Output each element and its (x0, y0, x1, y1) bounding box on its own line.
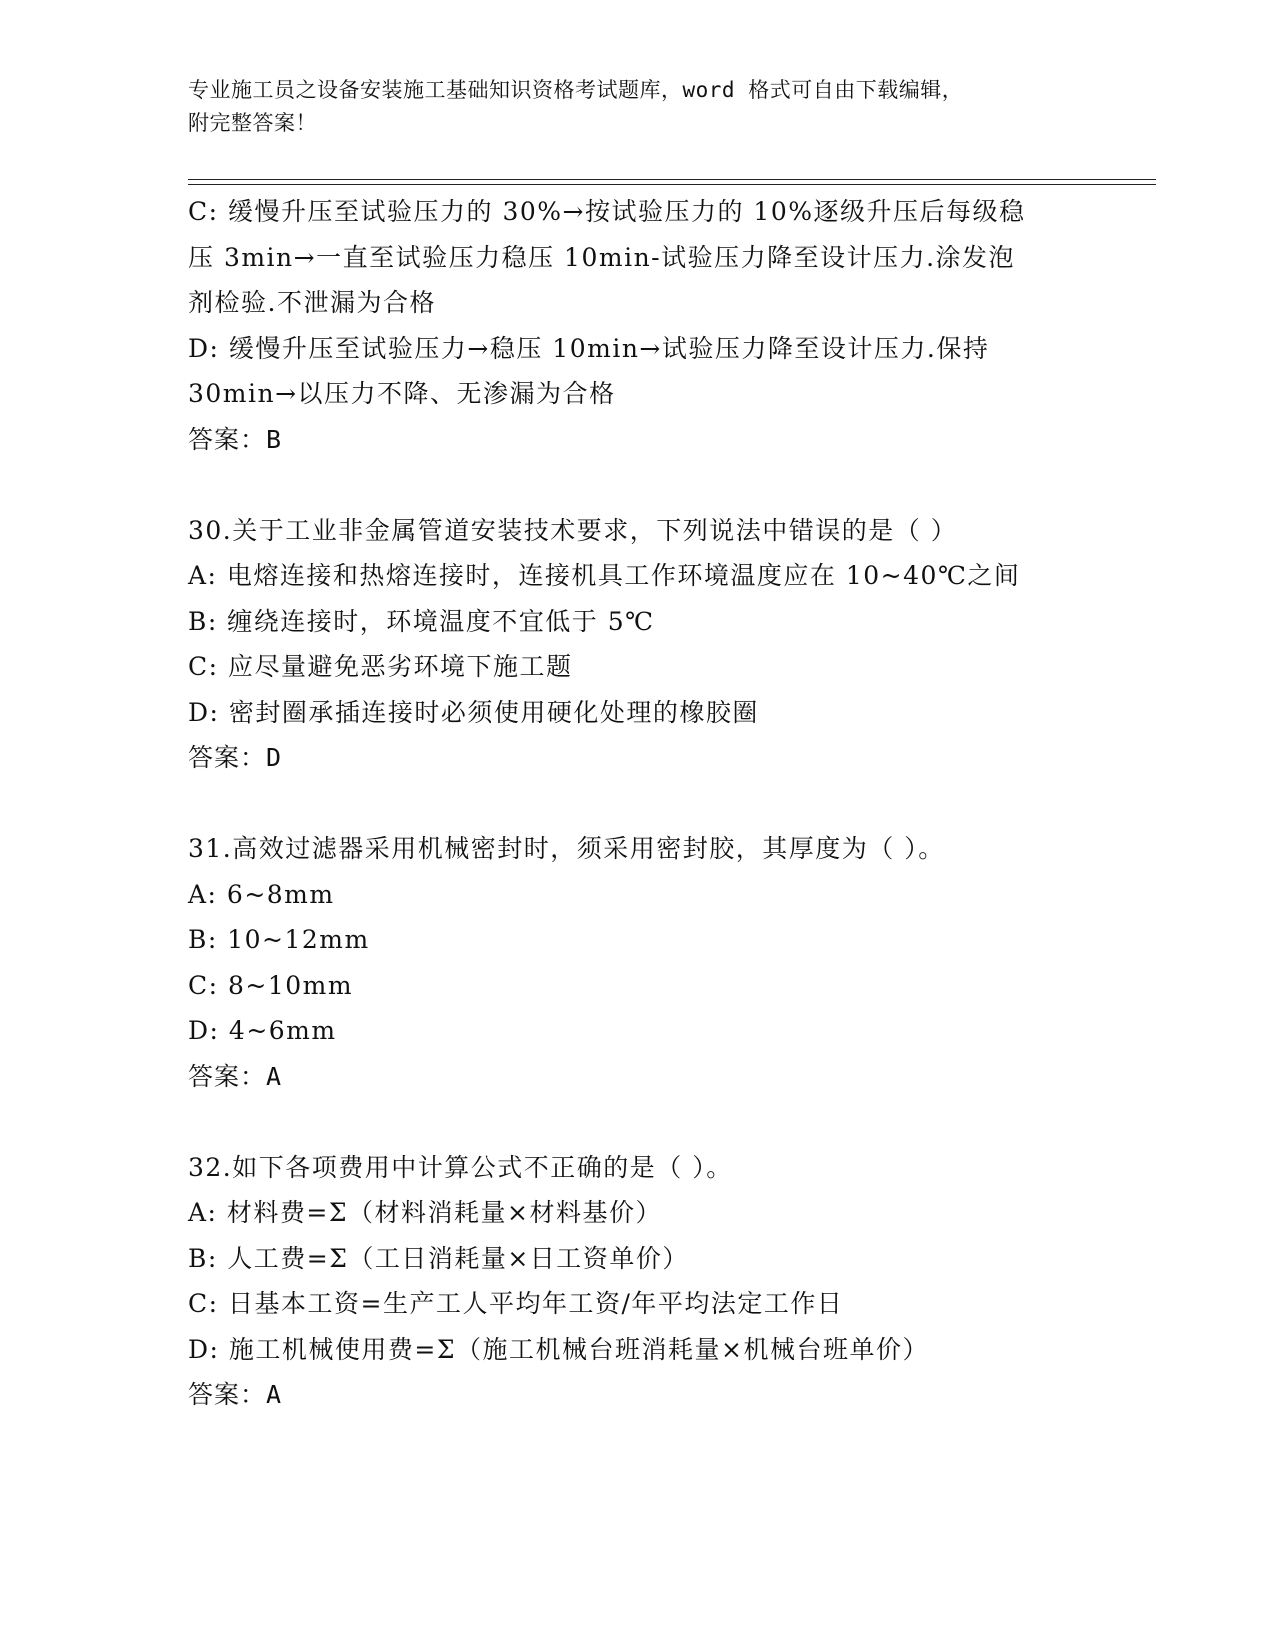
option-b: B: 10~12mm (188, 925, 370, 954)
option-d: D: 4~6mm (188, 1016, 337, 1045)
document-body (188, 189, 1108, 1418)
option-c: C: 日基本工资=生产工人平均年工资/年平均法定工作日 (188, 1289, 844, 1318)
question-32 (188, 1145, 1108, 1418)
header-line-1: 专业施工员之设备安装施工基础知识资格考试题库，word 格式可自由下载编辑， (188, 78, 964, 102)
option-a: A: 6~8mm (188, 879, 335, 909)
spacer (188, 462, 1108, 508)
document-header (188, 74, 1088, 140)
header-line-2: 附完整答案！ (188, 111, 317, 135)
question-30 (188, 508, 1108, 781)
question-31 (188, 826, 1108, 1099)
answer-line: 答案：A (188, 1061, 283, 1091)
option-b: B: 人工费=Σ（工日消耗量×日工资单价） (188, 1243, 689, 1273)
question-stem: 30.关于工业非金属管道安装技术要求，下列说法中错误的是（ ） (188, 515, 958, 545)
option-a: A: 材料费=Σ（材料消耗量×材料基价） (188, 1198, 662, 1227)
option-b: B: 缠绕连接时，环境温度不宜低于 5℃ (188, 606, 655, 636)
answer-line: 答案：D (188, 743, 283, 772)
option-c-line-3: 剂检验.不泄漏为合格 (188, 288, 436, 317)
option-c-line-1: C: 缓慢升压至试验压力的 30%→按试验压力的 10%逐级升压后每级稳 (188, 197, 1026, 226)
option-c: C: 应尽量避免恶劣环境下施工题 (188, 652, 573, 681)
option-c: C: 8~10mm (188, 970, 354, 1000)
option-d-line-2: 30min→以压力不降、无渗漏为合格 (188, 379, 616, 408)
header-divider-top (188, 179, 1156, 180)
answer-line: 答案：B (188, 424, 283, 454)
previous-question-continuation (188, 189, 1108, 462)
option-c-line-2: 压 3min→一直至试验压力稳压 10min-试验压力降至设计压力.涂发泡 (188, 242, 1016, 272)
spacer (188, 1099, 1108, 1145)
question-stem: 32.如下各项费用中计算公式不正确的是（ ）。 (188, 1152, 733, 1182)
answer-line: 答案：A (188, 1380, 283, 1409)
option-d-line-1: D: 缓慢升压至试验压力→稳压 10min→试验压力降至设计压力.保持 (188, 333, 990, 363)
spacer (188, 781, 1108, 827)
option-a: A: 电熔连接和热熔连接时，连接机具工作环境温度应在 10~40℃之间 (188, 561, 1021, 590)
option-d: D: 密封圈承插连接时必须使用硬化处理的橡胶圈 (188, 697, 759, 727)
header-divider-bottom (188, 184, 1156, 185)
question-stem: 31.高效过滤器采用机械密封时，须采用密封胶，其厚度为（ ）。 (188, 834, 945, 863)
option-d: D: 施工机械使用费=Σ（施工机械台班消耗量×机械台班单价） (188, 1334, 929, 1364)
